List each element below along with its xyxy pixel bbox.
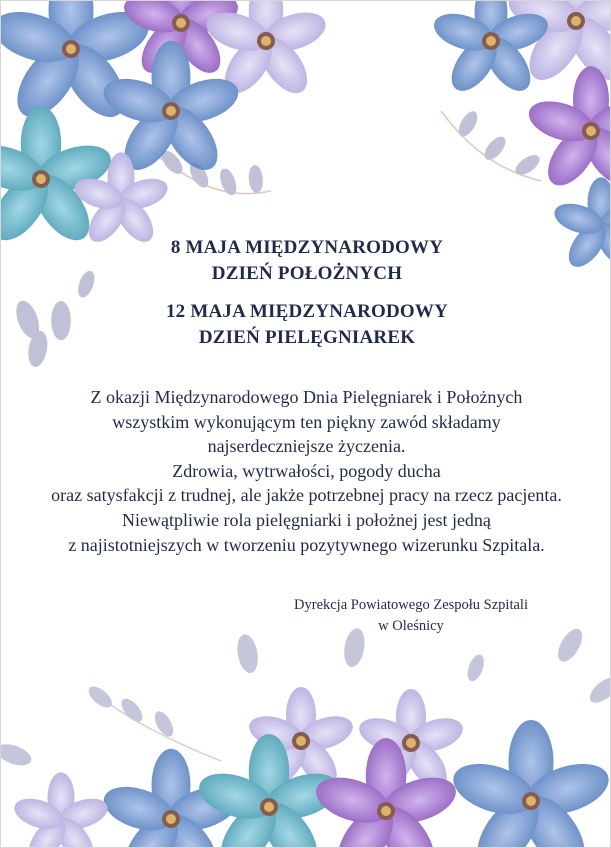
headline-line: 8 MAJA MIĘDZYNARODOWY [170,237,444,258]
wishes-line: Zdrowia, wytrwałości, pogody ducha [172,460,441,481]
wishes-line: z najistotniejszych w tworzeniu pozytywnego wizerunku Szpitala. [68,534,545,555]
wishes-paragraph [1,385,611,557]
headline-midwives-day [105,235,509,287]
headline-line: DZIEŃ PIELĘGNIAREK [198,327,416,348]
signature-line: Dyrekcja Powiatowego Zespołu Szpitali [294,597,528,613]
headline-nurses-day [105,299,509,351]
headline-line: DZIEŃ POŁOŻNYCH [211,263,403,284]
signature-line: w Oleśnicy [378,618,444,634]
wishes-line: Niewątpliwie rola pielęgniarki i położnej jest jedną [122,509,491,530]
wishes-line: Z okazji Międzynarodowego Dnia Pielęgniarek i Położnych [90,387,523,407]
wishes-line: wszystkim wykonującym ten piękny zawód składamy [112,411,501,432]
wishes-line: najserdeczniejsze życzenia. [207,436,406,457]
headline-line: 12 MAJA MIĘDZYNARODOWY [165,301,448,322]
wishes-line: oraz satysfakcji z trudnej, ale jakże potrzebnej pracy na rzecz pacjenta. [51,485,562,506]
signature [271,595,551,637]
